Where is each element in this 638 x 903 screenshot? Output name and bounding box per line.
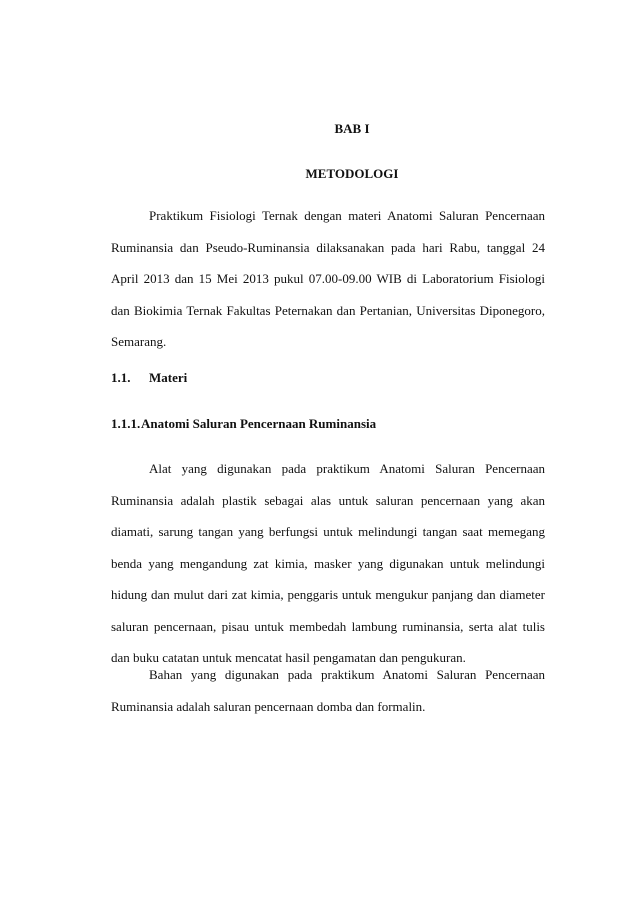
subsection-title: Anatomi Saluran Pencernaan Ruminansia bbox=[141, 416, 377, 431]
chapter-title: METODOLOGI bbox=[305, 166, 399, 181]
section-title: Materi bbox=[149, 370, 188, 385]
section-heading-materi bbox=[111, 370, 187, 386]
bahan-paragraph bbox=[111, 659, 545, 722]
subsection-heading-anatomi bbox=[111, 416, 376, 432]
section-number: 1.1. bbox=[111, 370, 131, 385]
alat-paragraph-text: Alat yang digunakan pada praktikum Anatomi Saluran Pencernaan Ruminansia adalah plastik sebagai alas untuk saluran pencernaan yang akan diamati, sarung tangan yang berfungsi untuk melindungi tangan saat memegang benda yang mengandung zat kimia, masker yang digunakan untuk melindungi hidung dan mulut dari zat kimia, penggaris untuk mengukur panjang dan diameter saluran pencernaan, pisau untuk membedah lambung ruminansia, serta alat tulis dan buku catatan untuk mencatat hasil pengamatan dan pengukuran. bbox=[111, 461, 545, 665]
subsection-number: 1.1.1. bbox=[111, 416, 141, 431]
alat-paragraph bbox=[111, 453, 545, 674]
bahan-paragraph-text: Bahan yang digunakan pada praktikum Anatomi Saluran Pencernaan Ruminansia adalah saluran pencernaan domba dan formalin. bbox=[111, 667, 545, 714]
intro-paragraph bbox=[111, 200, 545, 358]
intro-paragraph-text: Praktikum Fisiologi Ternak dengan materi Anatomi Saluran Pencernaan Ruminansia dan Pseudo-Ruminansia dilaksanakan pada hari Rabu, tanggal 24 April 2013 dan 15 Mei 2013 pukul 07.00-09.00 WIB di Laboratorium Fisiologi dan Biokimia Ternak Fakultas Peternakan dan Pertanian, Universitas Diponegoro, Semarang. bbox=[111, 208, 545, 349]
chapter-heading: BAB I bbox=[334, 121, 370, 136]
